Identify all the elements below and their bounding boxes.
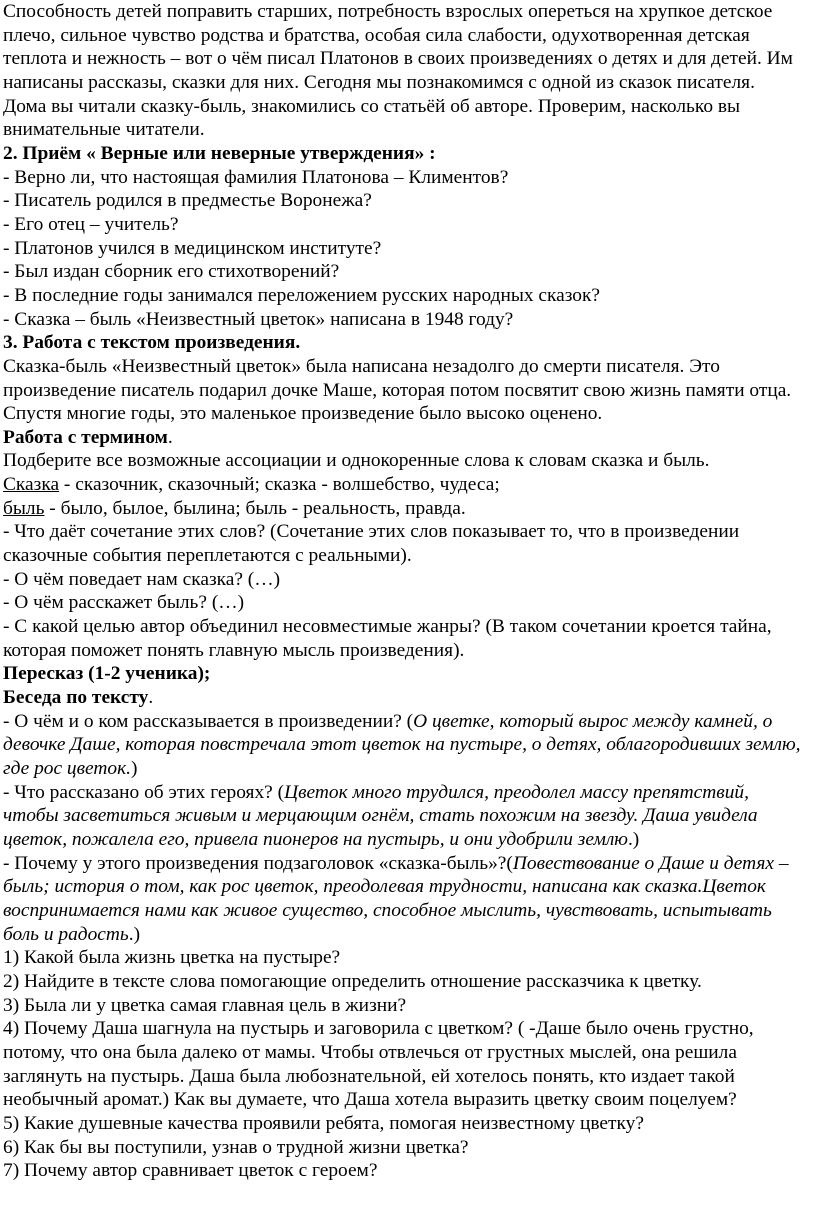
numbered-question: 2) Найдите в тексте слова помогающие определить отношение рассказчика к цветку. bbox=[3, 970, 702, 992]
term-question-4: - С какой целью автор объединил несовместимые жанры? (В таком сочетании кроется тайна, которая поможет понять главную мысль произведения). bbox=[3, 616, 772, 661]
talk-question-1 bbox=[3, 710, 808, 781]
statement-item: - Писатель родился в предместье Воронежа? bbox=[3, 190, 372, 212]
term-heading-line bbox=[3, 426, 808, 450]
statement-item: - Был издан сборник его стихотворений? bbox=[3, 261, 340, 283]
numbered-question: 1) Какой была жизнь цветка на пустыре? bbox=[3, 947, 341, 969]
term-heading: Работа с термином bbox=[3, 426, 168, 448]
term-question-3: - О чём расскажет быль? (…) bbox=[3, 592, 245, 614]
section-2-heading: 2. Приём « Верные или неверные утверждения» : bbox=[3, 142, 436, 164]
numbered-question: 3) Была ли у цветка самая главная цель в жизни? bbox=[3, 994, 407, 1016]
talk-answer-2-end: .) bbox=[627, 828, 640, 850]
talk-answer-2: Цветок много трудился, преодолел массу препятствий, чтобы засветиться живым и мерцающим огнём, стать похожим на звезду. Даша увидела цветок, пожалела его, привела пионеров на пустырь, и они удобрили землю bbox=[3, 781, 758, 850]
numbered-question: 6) Как бы вы поступили, узнав о трудной жизни цветка? bbox=[3, 1136, 469, 1158]
talk-answer-3-end: .) bbox=[128, 923, 141, 945]
numbered-question: 7) Почему автор сравнивает цветок с героем? bbox=[3, 1160, 378, 1182]
intro-paragraph-2: Дома вы читали сказку-быль, знакомились со статьёй об авторе. Проверим, насколько вы внимательные читатели. bbox=[3, 95, 741, 141]
statement-item: - Сказка – быль «Неизвестный цветок» написана в 1948 году? bbox=[3, 308, 514, 330]
talk-heading: Беседа по тексту bbox=[3, 687, 149, 709]
talk-answer-1-end: ) bbox=[131, 758, 138, 779]
talk-heading-line bbox=[3, 686, 808, 710]
talk-question-2 bbox=[3, 781, 808, 852]
numbered-question: 5) Какие душевные качества проявили ребята, помогая неизвестному цветку? bbox=[3, 1112, 644, 1134]
talk-question-1-text: - О чём и о ком рассказывается в произведении? ( bbox=[3, 710, 414, 732]
statement-item: - В последние годы занимался переложением русских народных сказок? bbox=[3, 284, 601, 306]
term-task: Подберите все возможные ассоциации и однокоренные слова к словам сказка и быль. bbox=[3, 450, 710, 472]
term-word-1-rest: - сказочник, сказочный; сказка - волшебство, чудеса; bbox=[59, 474, 500, 496]
statement-item: - Платонов учился в медицинском институте? bbox=[3, 237, 382, 259]
retell-heading: Пересказ (1-2 ученика); bbox=[3, 663, 211, 685]
term-word-2-rest: - было, былое, былина; быль - реальность, правда. bbox=[44, 497, 466, 519]
section-3-heading: 3. Работа с текстом произведения. bbox=[3, 332, 301, 354]
term-heading-dot: . bbox=[167, 426, 173, 448]
talk-answer-3: Повествование о Даше и детях – быль; история о том, как рос цветок, преодолевая трудности, написана как сказка.Цветок воспринимается нами как живое существо, способное мыслить, чувствовать, испытывать боль и радость bbox=[3, 852, 789, 945]
term-word-1: Сказка bbox=[3, 474, 60, 496]
term-word-2-line bbox=[3, 497, 808, 521]
term-question-1: - Что даёт сочетание этих слов? (Сочетание этих слов показывает то, что в произведении сказочные события переплетаются с реальными). bbox=[3, 521, 740, 567]
talk-question-2-text: - Что рассказано об этих героях? ( bbox=[3, 781, 285, 803]
talk-question-3 bbox=[3, 852, 808, 947]
term-word-2: быль bbox=[3, 497, 45, 519]
talk-question-3-text: - Почему у этого произведения подзаголовок «сказка-быль»?( bbox=[3, 852, 513, 874]
section-3-text: Сказка-быль «Неизвестный цветок» была написана незадолго до смерти писателя. Это произведение писатель подарил дочке Маше, которая потом посвятит свою жизнь памяти отца. Спустя многие годы, это маленькое произведение было высоко оценено. bbox=[3, 355, 792, 425]
intro-paragraph-1: Способность детей поправить старших, потребность взрослых опереться на хрупкое детское плечо, сильное чувство родства и братства, особая сила слабости, одухотворенная детская теплота и нежность – вот о чём писал Платонов в своих произведениях о детях и для детей. Им написаны рассказы, сказки для них. Сегодня мы познакомимся с одной из сказок писателя. bbox=[3, 1, 793, 93]
statement-item: - Его отец – учитель? bbox=[3, 213, 179, 235]
talk-heading-dot: . bbox=[148, 687, 154, 709]
term-question-2: - О чём поведает нам сказка? (…) bbox=[3, 568, 281, 590]
statement-item: - Верно ли, что настоящая фамилия Платонова – Климентов? bbox=[3, 166, 509, 188]
numbered-question: 4) Почему Даша шагнула на пустырь и заговорила с цветком? ( -Даше было очень грустно, потому, что она была далеко от мамы. Чтобы отвлечься от грустных мыслей, она решила заглянуть на пустырь. Даша была любознательной, ей хотелось понять, кто издает такой необычный аромат.) Как вы думаете, что Даша хотела выразить цветку своим поцелуем? bbox=[3, 1018, 754, 1111]
talk-answer-1: О цветке, который вырос между камней, о девочке Даше, которая повстречала этот цветок на пустыре, о детях, облагородивших землю, где рос цветок. bbox=[3, 710, 801, 779]
term-word-1-line bbox=[3, 473, 808, 497]
